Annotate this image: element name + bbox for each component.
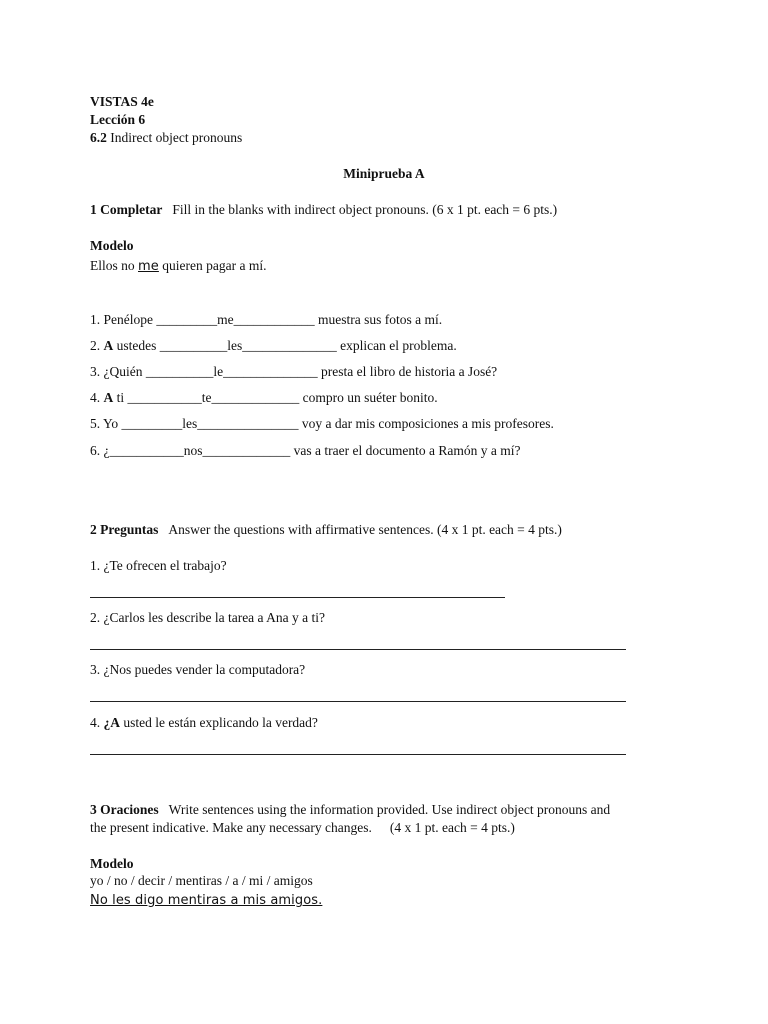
section1-heading [90,202,557,218]
item-bold: A [103,338,114,353]
section3-points: (4 x 1 pt. each = 4 pts.) [389,820,515,835]
item-pre: ¿ [103,443,110,458]
section3-instructions-line2 [90,820,515,836]
item-answer: nos [183,443,203,458]
item-number: 1. [90,312,101,327]
answer-line[interactable] [90,597,505,598]
item-post: muestra sus fotos a mí. [318,312,443,327]
blank-left: _________ [156,312,218,327]
item-bold: A [103,390,114,405]
blank-right: _____________ [211,390,300,405]
item-post: voy a dar mis composiciones a mis profesores. [301,416,554,431]
item-pre: ustedes [116,338,157,353]
quiz-title: Miniprueba A [343,166,425,181]
question-number: 1. [90,558,101,573]
question-text: usted le están explicando la verdad? [123,715,318,730]
item-pre: ti [116,390,125,405]
item-number: 6. [90,443,101,458]
modelo-answer: me [138,259,159,274]
section3-instructions-2: the present indicative. Make any necessary changes. [90,820,372,835]
item-post: vas a traer el documento a Ramón y a mí? [293,443,521,458]
item-answer: te [201,390,212,405]
item-post: explican el problema. [340,338,457,353]
item-number: 4. [90,390,101,405]
item-answer: les [227,338,243,353]
blank-right: _____________ [202,443,291,458]
item-number: 2. [90,338,101,353]
section1-modelo-label: Modelo [90,238,134,253]
section3-modelo-label: Modelo [90,856,134,871]
completar-item [90,338,457,354]
completar-item [90,416,554,432]
item-pre: ¿Quién [103,364,143,379]
blank-right: _______________ [197,416,299,431]
section2-title: 2 Preguntas [90,522,159,537]
question-2 [90,610,325,626]
section2-instructions: Answer the questions with affirmative sentences. (4 x 1 pt. each = 4 pts.) [168,522,562,537]
item-answer: les [182,416,198,431]
question-1 [90,558,227,574]
modelo-after: quieren pagar a mí. [162,258,267,273]
item-pre: Penélope [103,312,153,327]
section2-heading [90,522,562,538]
topic-text: Indirect object pronouns [110,130,243,145]
question-3 [90,662,305,678]
item-post: compro un suéter bonito. [302,390,438,405]
completar-item [90,364,497,380]
item-number: 5. [90,416,101,431]
section1-modelo-sentence [90,258,266,275]
blank-right: ____________ [233,312,315,327]
topic-line [90,130,242,146]
question-number: 2. [90,610,101,625]
lesson-title: Lección 6 [90,112,146,127]
answer-line[interactable] [90,649,626,650]
question-text: ¿Te ofrecen el trabajo? [103,558,227,573]
completar-item [90,312,442,328]
question-text: ¿Carlos les describe la tarea a Ana y a ti? [103,610,326,625]
question-bold: ¿A [103,715,120,730]
answer-line[interactable] [90,701,626,702]
section3-modelo-answer: No les digo mentiras a mis amigos. [90,893,323,908]
item-answer: le [213,364,224,379]
question-number: 3. [90,662,101,677]
blank-left: _________ [121,416,183,431]
blank-right: ______________ [223,364,318,379]
book-title: VISTAS 4e [90,94,154,109]
section3-instructions-1: Write sentences using the information provided. Use indirect object pronouns and [168,802,611,817]
blank-left: ___________ [127,390,202,405]
question-text: ¿Nos puedes vender la computadora? [103,662,306,677]
blank-right: ______________ [242,338,337,353]
section1-title: 1 Completar [90,202,163,217]
modelo-before: Ellos no [90,258,135,273]
section3-modelo-prompt: yo / no / decir / mentiras / a / mi / amigos [90,873,313,888]
section3-heading [90,802,610,818]
section3-title: 3 Oraciones [90,802,159,817]
item-pre: Yo [103,416,119,431]
item-number: 3. [90,364,101,379]
blank-left: ___________ [109,443,184,458]
item-post: presta el libro de historia a José? [320,364,498,379]
blank-left: __________ [159,338,228,353]
question-number: 4. [90,715,101,730]
question-4 [90,715,318,731]
completar-item [90,443,520,459]
blank-left: __________ [145,364,214,379]
completar-item [90,390,438,406]
topic-number: 6.2 [90,130,107,145]
section1-instructions: Fill in the blanks with indirect object pronouns. (6 x 1 pt. each = 6 pts.) [172,202,558,217]
answer-line[interactable] [90,754,626,755]
item-answer: me [217,312,234,327]
